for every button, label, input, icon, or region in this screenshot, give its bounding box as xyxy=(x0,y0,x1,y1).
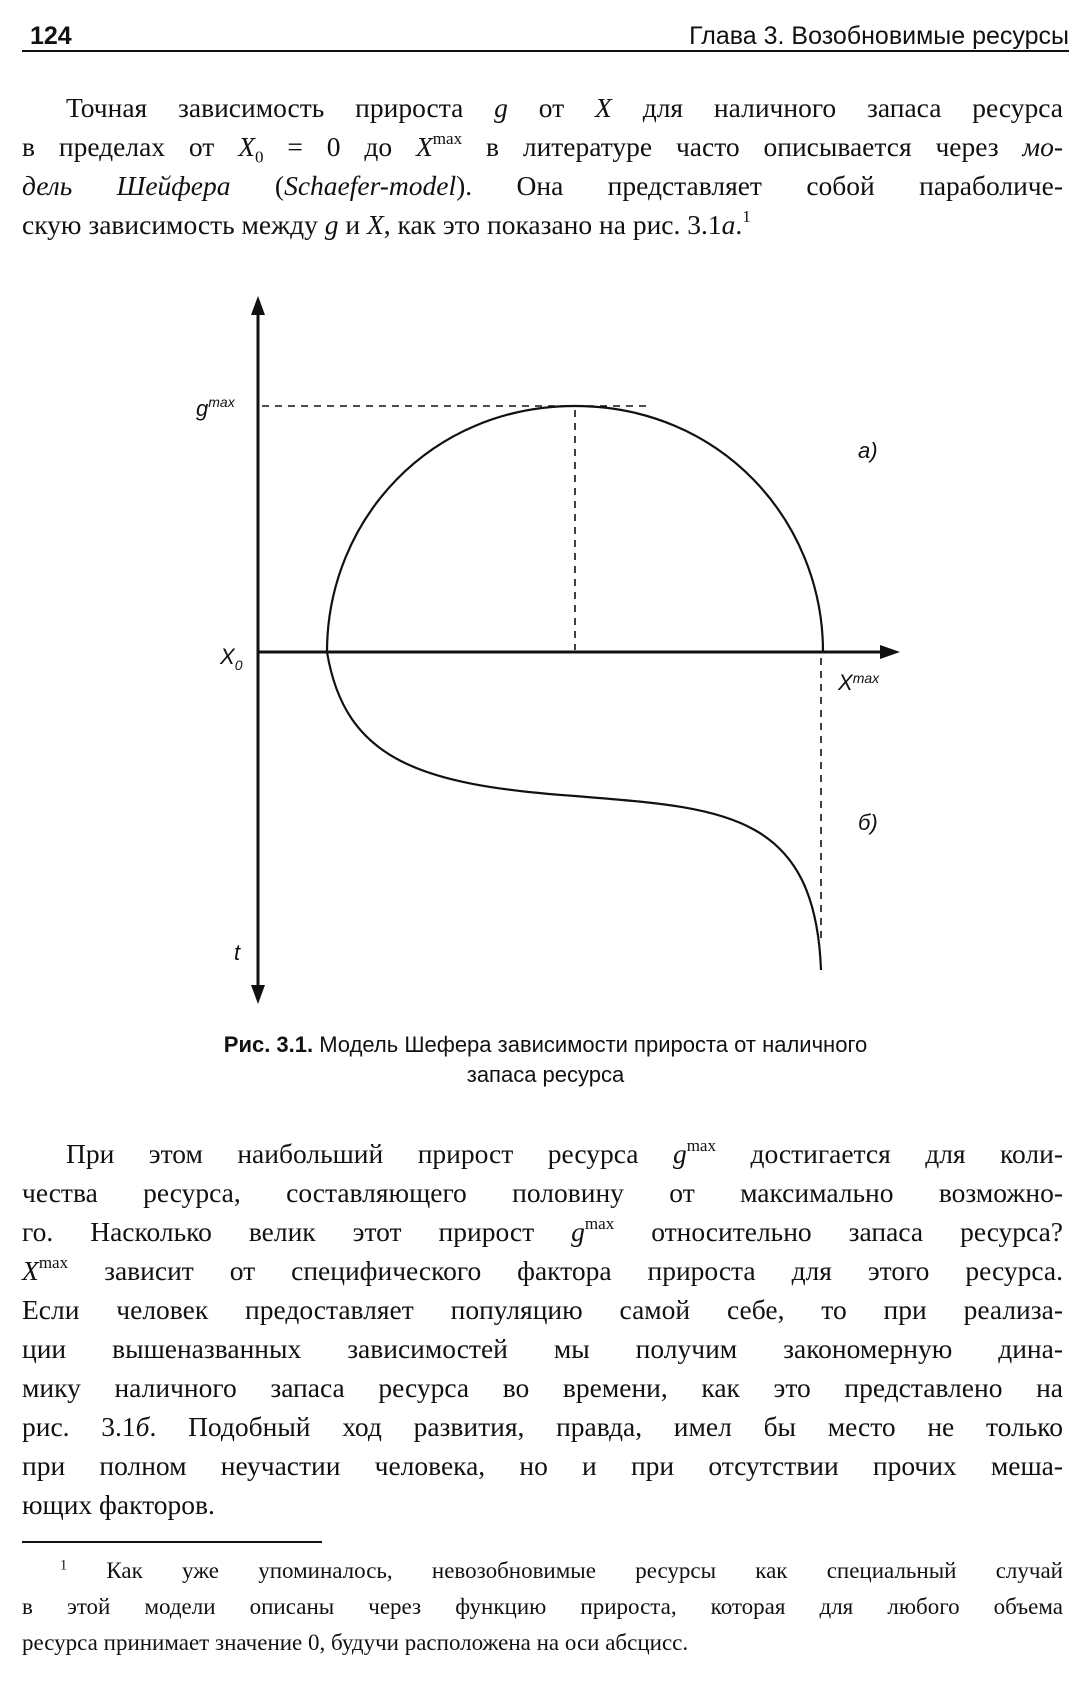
label-xmax: $X^{max}$ xyxy=(838,670,880,695)
text-line: го. Насколько велик этот прирост $g^{max}$ относительно запаса ресурса? xyxy=(22,1214,1064,1247)
paragraph-gmax-discussion xyxy=(22,1134,1063,1524)
text-line: дель Шейфера (Schaefer-model). Она представляет собой параболиче- xyxy=(22,170,1063,201)
footnote xyxy=(22,1553,1063,1661)
text-line: $^1$ Как уже упоминалось, невозобновимые ресурсы как специальный случай xyxy=(60,1557,1063,1583)
text-line: мику наличного запаса ресурса во времени, как это представлено на xyxy=(22,1372,1063,1403)
label-curve-b: б) xyxy=(858,810,878,835)
caption-label: Рис. 3.1. xyxy=(223,1032,314,1057)
text-line: ции вышеназванных зависимостей мы получим закономерную дина- xyxy=(22,1333,1063,1364)
axis-arrow-down xyxy=(251,985,265,1004)
text-line: при полном неучастии человека, но и при отсутствии прочих меша- xyxy=(22,1450,1063,1481)
stock-curve-b xyxy=(327,652,821,970)
footnote-ref[interactable]: 1 xyxy=(742,207,751,227)
page-number: 124 xyxy=(30,22,72,50)
schaefer-model-diagram xyxy=(0,290,1091,1010)
axis-arrow-up xyxy=(251,296,265,315)
text-line: в пределах от $X_0 = 0$ до $X^{max}$ в литературе часто описывается через мо- xyxy=(22,129,1063,167)
text-line: скую зависимость между g и X, как это показано на рис. 3.1а.$^1$ xyxy=(22,207,751,240)
footnote-marker: 1 xyxy=(60,1557,68,1574)
footnote-divider xyxy=(22,1541,322,1543)
text-line: Если человек предоставляет популяцию самой себе, то при реализа- xyxy=(22,1294,1063,1325)
figure-caption xyxy=(0,1030,1091,1090)
text-line: в этой модели описаны через функцию прироста, которая для любого объема xyxy=(22,1594,1063,1619)
caption-text: Модель Шефера зависимости прироста от наличного xyxy=(313,1032,868,1057)
paragraph-schaefer-intro xyxy=(22,88,1063,244)
label-t: t xyxy=(234,940,241,965)
text-line: $X^{max}$ зависит от специфического фактора прироста для этого ресурса. xyxy=(22,1253,1063,1286)
label-gmax: $g^{max}$ xyxy=(196,394,235,421)
text-line: При этом наибольший прирост ресурса $g^{max}$ достигается для коли- xyxy=(66,1136,1063,1169)
chapter-title: Глава 3. Возобновимые ресурсы xyxy=(689,22,1069,50)
text-line: Точная зависимость прироста g от X для наличного запаса ресурса xyxy=(66,92,1064,123)
caption-text-line2: запаса ресурса xyxy=(466,1062,625,1087)
text-line: ресурса принимает значение 0, будучи расположена на оси абсцисс. xyxy=(22,1630,689,1655)
running-head xyxy=(22,22,1069,52)
label-curve-a: а) xyxy=(858,438,878,463)
axis-arrow-right xyxy=(880,645,900,659)
text-line: чества ресурса, составляющего половину от максимально возможно- xyxy=(22,1177,1063,1208)
text-line: рис. 3.1б. Подобный ход развития, правда, имел бы место не только xyxy=(22,1411,1063,1442)
text-line: ющих факторов. xyxy=(22,1489,215,1520)
figure-3-1 xyxy=(0,290,1091,1010)
label-x0: $X_0$ xyxy=(220,644,243,673)
